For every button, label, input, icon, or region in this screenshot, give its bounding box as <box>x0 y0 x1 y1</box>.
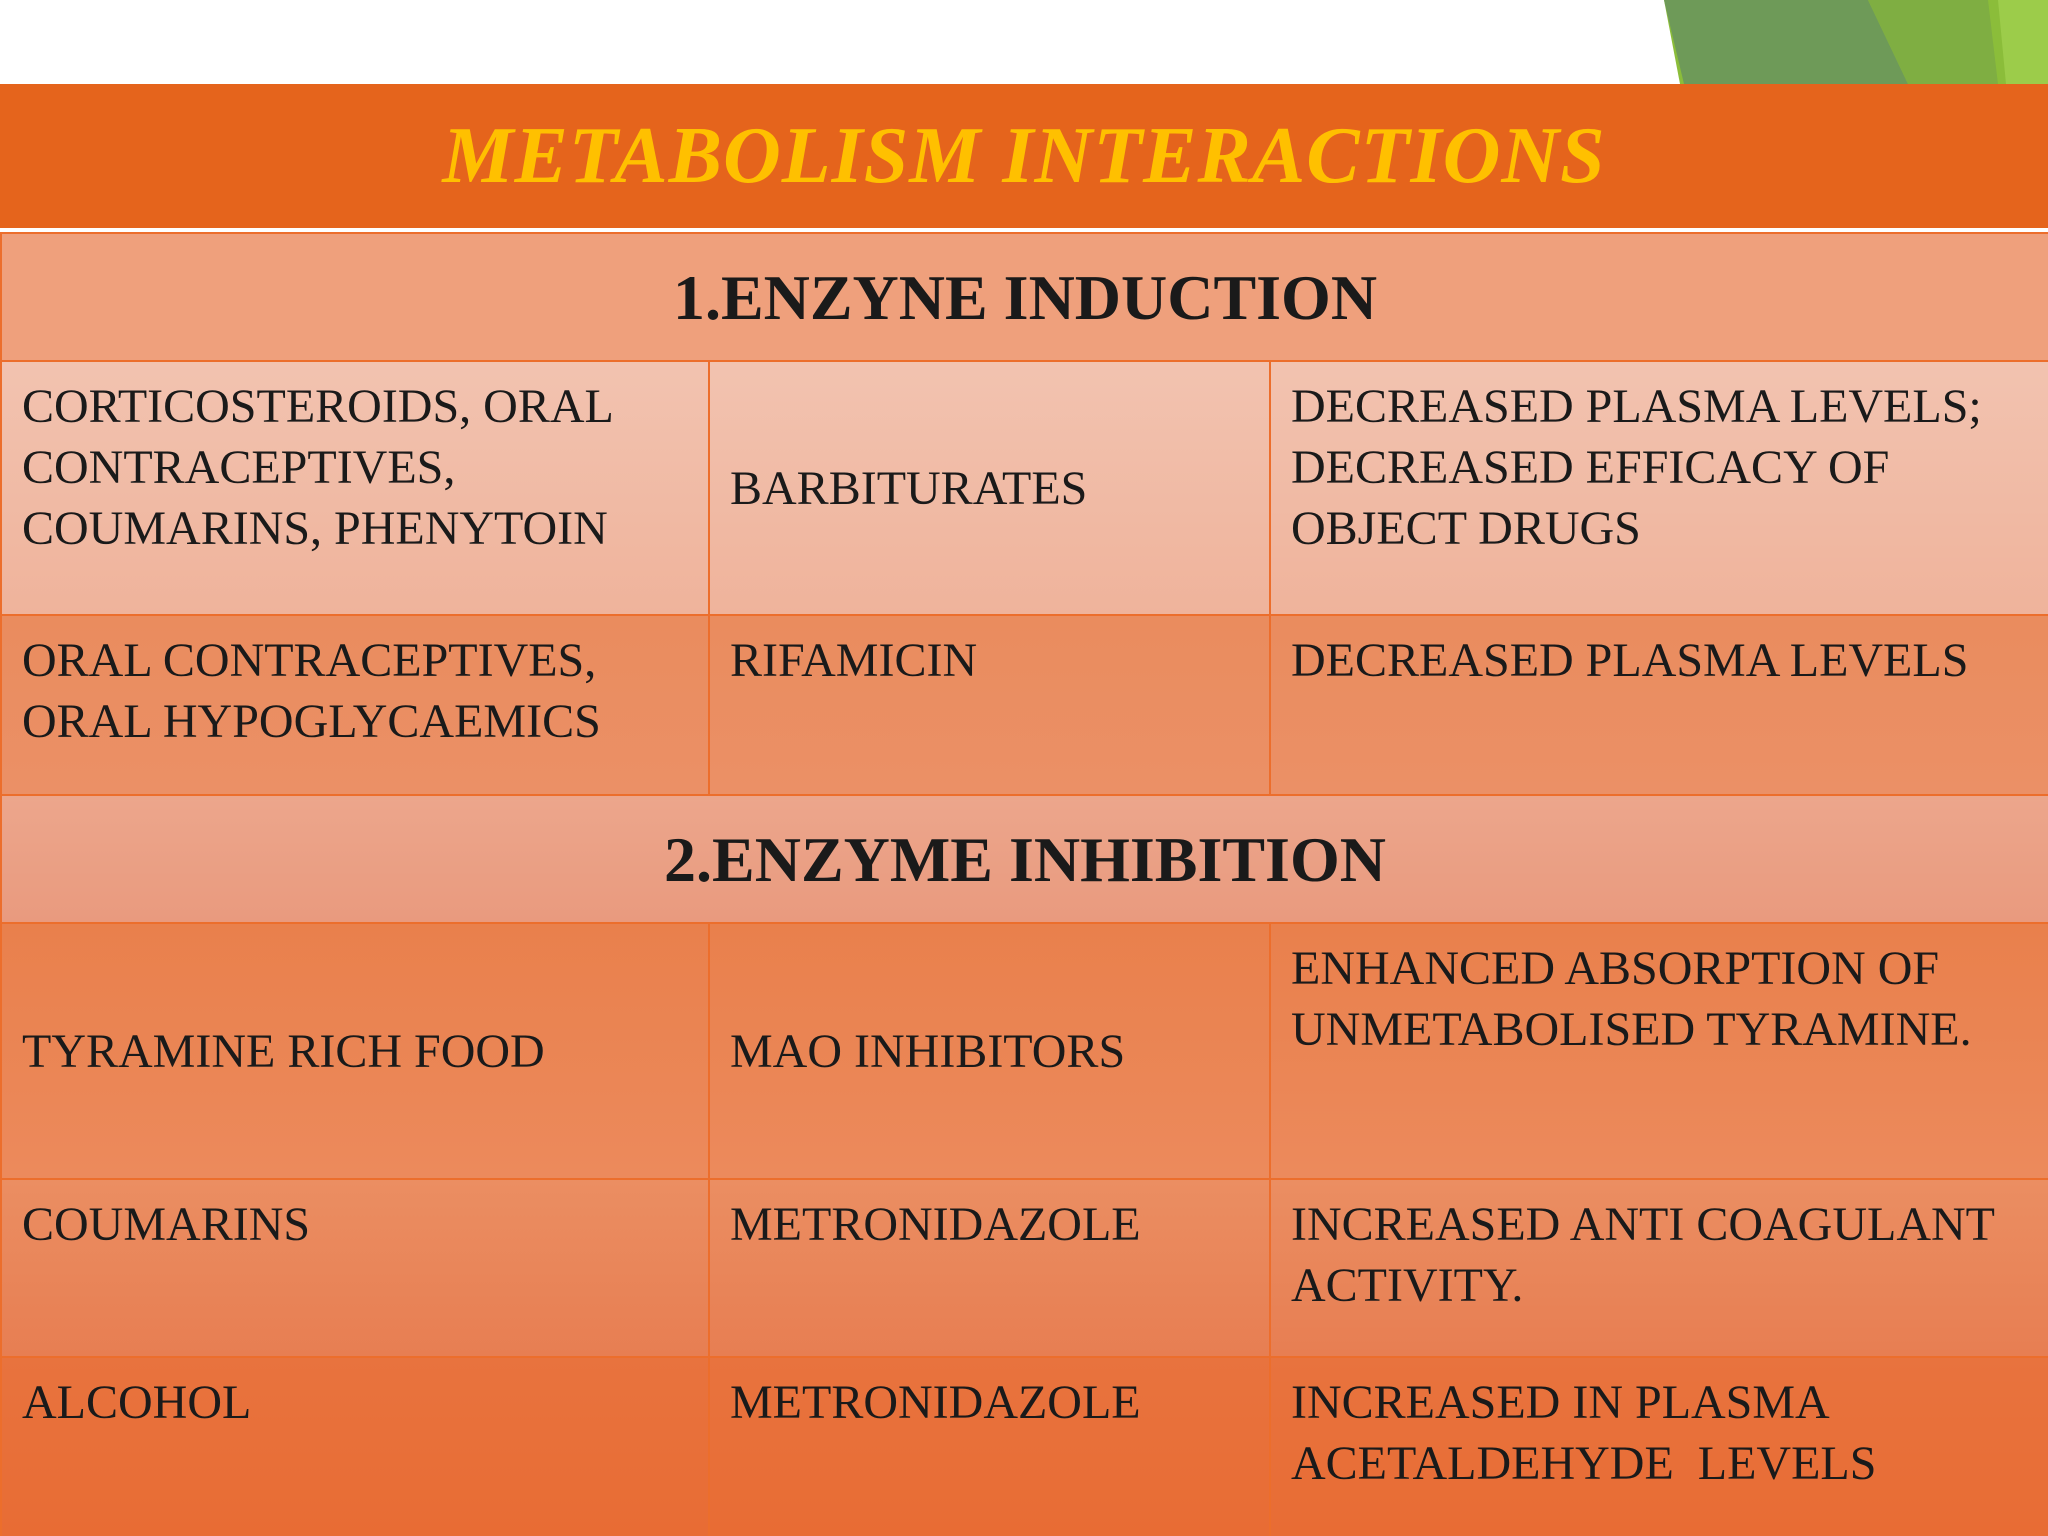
effect-cell: ENHANCED ABSORPTION OF UNMETABOLISED TYRAMINE. <box>1270 923 2048 1179</box>
object-drug-cell: ALCOHOL <box>1 1357 709 1536</box>
object-drug-cell: CORTICOSTEROIDS, ORAL CONTRACEPTIVES, COUMARINS, PHENYTOIN <box>1 361 709 615</box>
interactions-table-wrapper <box>0 228 2048 1536</box>
precipitant-drug-cell: BARBITURATES <box>709 361 1270 615</box>
table-row <box>1 1179 2048 1357</box>
table-row <box>1 1357 2048 1536</box>
table-row <box>1 615 2048 795</box>
corner-decoration <box>1568 0 2048 84</box>
effect-cell: INCREASED IN PLASMA ACETALDEHYDE LEVELS <box>1270 1357 2048 1536</box>
table-row <box>1 361 2048 615</box>
section-header-row <box>1 233 2048 361</box>
title-band <box>0 84 2048 228</box>
green-shapes-graphic <box>1568 0 2048 84</box>
section-heading: 2.ENZYME INHIBITION <box>1 795 2048 923</box>
effect-cell: DECREASED PLASMA LEVELS <box>1270 615 2048 795</box>
precipitant-drug-cell: RIFAMICIN <box>709 615 1270 795</box>
section-heading: 1.ENZYNE INDUCTION <box>1 233 2048 361</box>
interactions-table <box>0 232 2048 1536</box>
precipitant-drug-cell: METRONIDAZOLE <box>709 1357 1270 1536</box>
slide-title: METABOLISM INTERACTIONS <box>442 111 1606 200</box>
effect-cell: DECREASED PLASMA LEVELS; DECREASED EFFICACY OF OBJECT DRUGS <box>1270 361 2048 615</box>
section-header-row <box>1 795 2048 923</box>
precipitant-drug-cell: METRONIDAZOLE <box>709 1179 1270 1357</box>
table-row <box>1 923 2048 1179</box>
effect-cell: INCREASED ANTI COAGULANT ACTIVITY. <box>1270 1179 2048 1357</box>
object-drug-cell: COUMARINS <box>1 1179 709 1357</box>
precipitant-drug-cell: MAO INHIBITORS <box>709 923 1270 1179</box>
object-drug-cell: ORAL CONTRACEPTIVES, ORAL HYPOGLYCAEMICS <box>1 615 709 795</box>
object-drug-cell: TYRAMINE RICH FOOD <box>1 923 709 1179</box>
